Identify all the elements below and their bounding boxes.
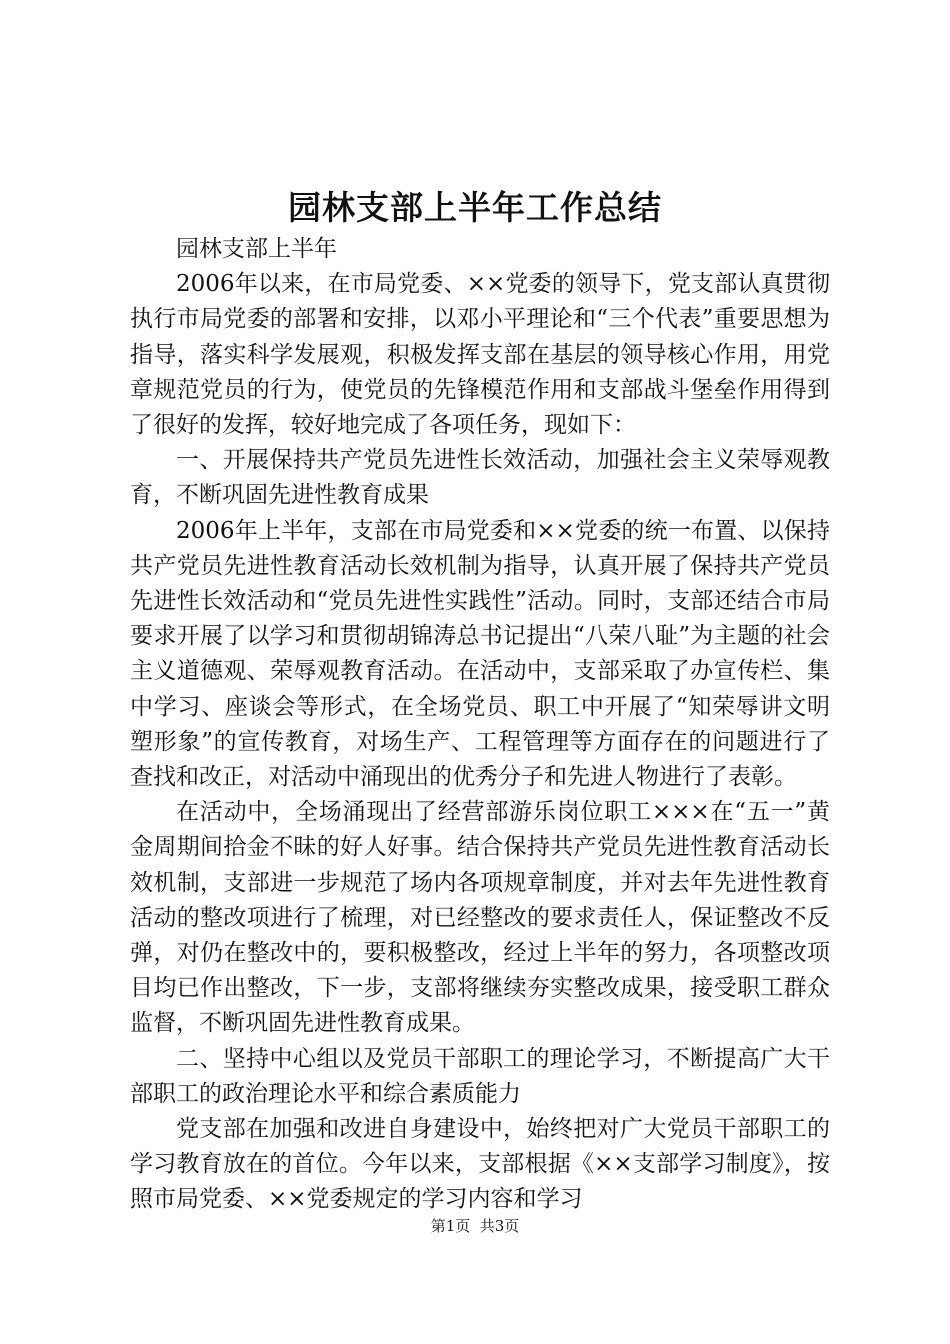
- paragraph-section-1-a: 2006年上半年，支部在市局党委和××党委的统一布置、以保持共产党员先进性教育活动长效机制为指导，认真开展了保持共产党员先进性长效活动和“党员先进性实践性”活动。同时，支部还结合市局要求开展了以学习和贯彻胡锦涛总书记提出“八荣八耻”为主题的社会主义道德观、荣辱观教育活动。在活动中，支部采取了办宣传栏、集中学习、座谈会等形式，在全场党员、职工中开展了“知荣辱讲文明塑形象”的宣传教育，对场生产、工程管理等方面存在的问题进行了查找和改正，对活动中涌现出的优秀分子和先进人物进行了表彰。: [130, 517, 830, 791]
- paragraph-section-1-b: 在活动中，全场涌现出了经营部游乐岗位职工×××在“五一”黄金周期间拾金不昧的好人好事。结合保持共产党员先进性教育活动长效机制，支部进一步规范了场内各项规章制度，并对去年先进性教育活动的整改项进行了梳理，对已经整改的要求责任人，保证整改不反弹，对仍在整改中的，要积极整改，经过上半年的努力，各项整改项目均已作出整改，下一步，支部将继续夯实整改成果，接受职工群众监督，不断巩固先进性教育成果。: [130, 799, 830, 1037]
- page-number-footer: 第1页 共3页: [430, 1217, 520, 1235]
- paragraph-section-2-a: 党支部在加强和改进自身建设中，始终把对广大党员干部职工的学习教育放在的首位。今年以来，支部根据《××支部学习制度》，按照市局党委、××党委规定的学习内容和学习: [130, 1116, 830, 1213]
- section-heading-1: 一、开展保持共产党员先进性长效活动，加强社会主义荣辱观教育，不断巩固先进性教育成果: [130, 447, 830, 509]
- document-title: 园林支部上半年工作总结: [288, 188, 662, 227]
- paragraph-subtitle: 园林支部上半年: [176, 236, 337, 262]
- section-heading-2: 二、坚持中心组以及党员干部职工的理论学习，不断提高广大干部职工的政治理论水平和综合素质能力: [130, 1045, 830, 1107]
- document-body: [130, 232, 830, 1218]
- paragraph-intro: 2006年以来，在市局党委、××党委的领导下，党支部认真贯彻执行市局党委的部署和安排，以邓小平理论和“三个代表”重要思想为指导，落实科学发展观，积极发挥支部在基层的领导核心作用，用党章规范党员的行为，使党员的先锋模范作用和支部战斗堡垒作用得到了很好的发挥，较好地完成了各项任务，现如下：: [130, 271, 830, 439]
